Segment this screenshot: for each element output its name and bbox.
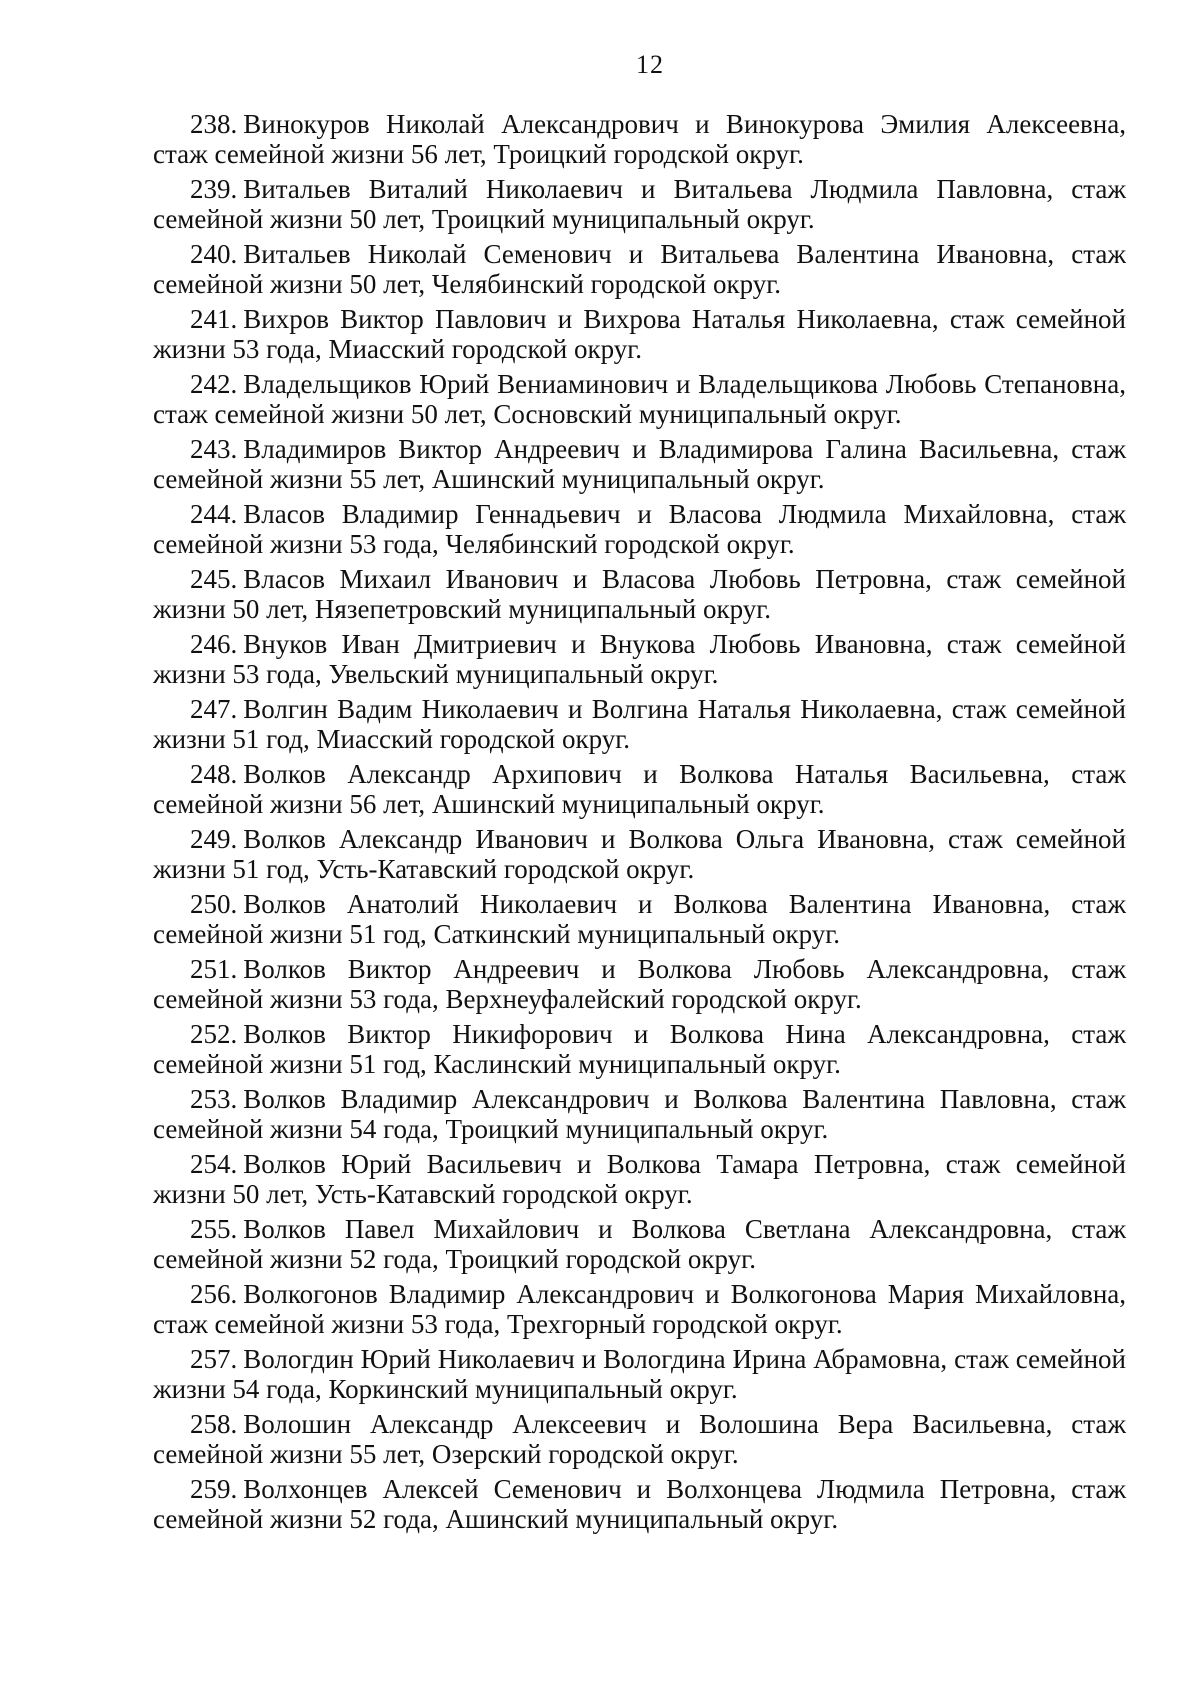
entry-text: Волков Александр Иванович и Волкова Ольга Ивановна, стаж семейной жизни 51 год, Усть-Катавский городской округ. (153, 824, 1126, 884)
list-item (153, 1019, 1126, 1079)
list-item (153, 824, 1126, 884)
entry-text: Волков Юрий Васильевич и Волкова Тамара Петровна, стаж семейной жизни 50 лет, Усть-Катавский городской округ. (153, 1149, 1126, 1209)
list-item (153, 1409, 1126, 1469)
entry-number: 248. (190, 759, 238, 789)
entry-text: Волков Павел Михайлович и Волкова Светлана Александровна, стаж семейной жизни 52 года, Троицкий городской округ. (153, 1214, 1126, 1274)
entry-text: Власов Владимир Геннадьевич и Власова Людмила Михайловна, стаж семейной жизни 53 года, Челябинский городской округ. (153, 499, 1126, 559)
entry-number: 241. (190, 304, 238, 334)
list-item (153, 174, 1126, 234)
entry-number: 257. (190, 1344, 238, 1374)
list-item (153, 1214, 1126, 1274)
list-item (153, 1344, 1126, 1404)
entry-number: 245. (190, 564, 238, 594)
entry-text: Витальев Виталий Николаевич и Витальева Людмила Павловна, стаж семейной жизни 50 лет, Троицкий муниципальный округ. (153, 174, 1126, 234)
entry-number: 253. (190, 1084, 238, 1114)
entry-number: 239. (190, 174, 238, 204)
list-item (153, 1279, 1126, 1339)
list-item (153, 499, 1126, 559)
entry-number: 258. (190, 1409, 238, 1439)
entry-text: Витальев Николай Семенович и Витальева Валентина Ивановна, стаж семейной жизни 50 лет, Челябинский городской округ. (153, 239, 1126, 299)
entry-text: Волошин Александр Алексеевич и Волошина Вера Васильевна, стаж семейной жизни 55 лет, Озерский городской округ. (153, 1409, 1126, 1469)
list-item (153, 1084, 1126, 1144)
entry-number: 252. (190, 1019, 238, 1049)
entry-text: Вологдин Юрий Николаевич и Вологдина Ирина Абрамовна, стаж семейной жизни 54 года, Коркинский муниципальный округ. (153, 1344, 1126, 1404)
entry-number: 256. (190, 1279, 238, 1309)
entry-number: 255. (190, 1214, 238, 1244)
entry-text: Винокуров Николай Александрович и Винокурова Эмилия Алексеевна, стаж семейной жизни 56 лет, Троицкий городской округ. (153, 109, 1126, 169)
entry-number: 254. (190, 1149, 238, 1179)
entry-number: 249. (190, 824, 238, 854)
entry-number: 250. (190, 889, 238, 919)
page-number: 12 (636, 50, 664, 79)
list-item (153, 564, 1126, 624)
entry-number: 242. (190, 369, 238, 399)
list-item (153, 239, 1126, 299)
entry-number: 244. (190, 499, 238, 529)
entry-text: Вихров Виктор Павлович и Вихрова Наталья Николаевна, стаж семейной жизни 53 года, Миасский городской округ. (153, 304, 1126, 364)
entry-text: Волков Анатолий Николаевич и Волкова Валентина Ивановна, стаж семейной жизни 51 год, Саткинский муниципальный округ. (153, 889, 1126, 949)
list-item (153, 304, 1126, 364)
entry-number: 246. (190, 629, 238, 659)
entry-number: 240. (190, 239, 238, 269)
entry-text: Волков Александр Архипович и Волкова Наталья Васильевна, стаж семейной жизни 56 лет, Ашинский муниципальный округ. (153, 759, 1126, 819)
list-item (153, 434, 1126, 494)
entry-text: Волков Виктор Андреевич и Волкова Любовь Александровна, стаж семейной жизни 53 года, Верхнеуфалейский городской округ. (153, 954, 1126, 1014)
entry-number: 247. (190, 694, 238, 724)
entry-number: 238. (190, 109, 238, 139)
entry-text: Владимиров Виктор Андреевич и Владимирова Галина Васильевна, стаж семейной жизни 55 лет, Ашинский муниципальный округ. (153, 434, 1126, 494)
list-item (153, 759, 1126, 819)
entry-text: Волгин Вадим Николаевич и Волгина Наталья Николаевна, стаж семейной жизни 51 год, Миасский городской округ. (153, 694, 1126, 754)
entry-text: Власов Михаил Иванович и Власова Любовь Петровна, стаж семейной жизни 50 лет, Нязепетровский муниципальный округ. (153, 564, 1126, 624)
entry-text: Волков Владимир Александрович и Волкова Валентина Павловна, стаж семейной жизни 54 года, Троицкий муниципальный округ. (153, 1084, 1126, 1144)
entry-number: 259. (190, 1474, 238, 1504)
list-item (153, 369, 1126, 429)
list-item (153, 954, 1126, 1014)
list-item (153, 1474, 1126, 1534)
list-item (153, 694, 1126, 754)
list-item (153, 109, 1126, 169)
entry-text: Волхонцев Алексей Семенович и Волхонцева Людмила Петровна, стаж семейной жизни 52 года, Ашинский муниципальный округ. (153, 1474, 1126, 1534)
entry-text: Волков Виктор Никифорович и Волкова Нина Александровна, стаж семейной жизни 51 год, Каслинский муниципальный округ. (153, 1019, 1126, 1079)
entry-number: 243. (190, 434, 238, 464)
entry-number: 251. (190, 954, 238, 984)
entry-text: Владельщиков Юрий Вениаминович и Владельщикова Любовь Степановна, стаж семейной жизни 50 лет, Сосновский муниципальный округ. (153, 369, 1126, 429)
list-item (153, 629, 1126, 689)
entry-text: Волкогонов Владимир Александрович и Волкогонова Мария Михайловна, стаж семейной жизни 53 года, Трехгорный городской округ. (153, 1279, 1126, 1339)
entry-text: Внуков Иван Дмитриевич и Внукова Любовь Ивановна, стаж семейной жизни 53 года, Увельский муниципальный округ. (153, 629, 1126, 689)
list-item (153, 889, 1126, 949)
list-item (153, 1149, 1126, 1209)
entry-list (153, 109, 1126, 1539)
